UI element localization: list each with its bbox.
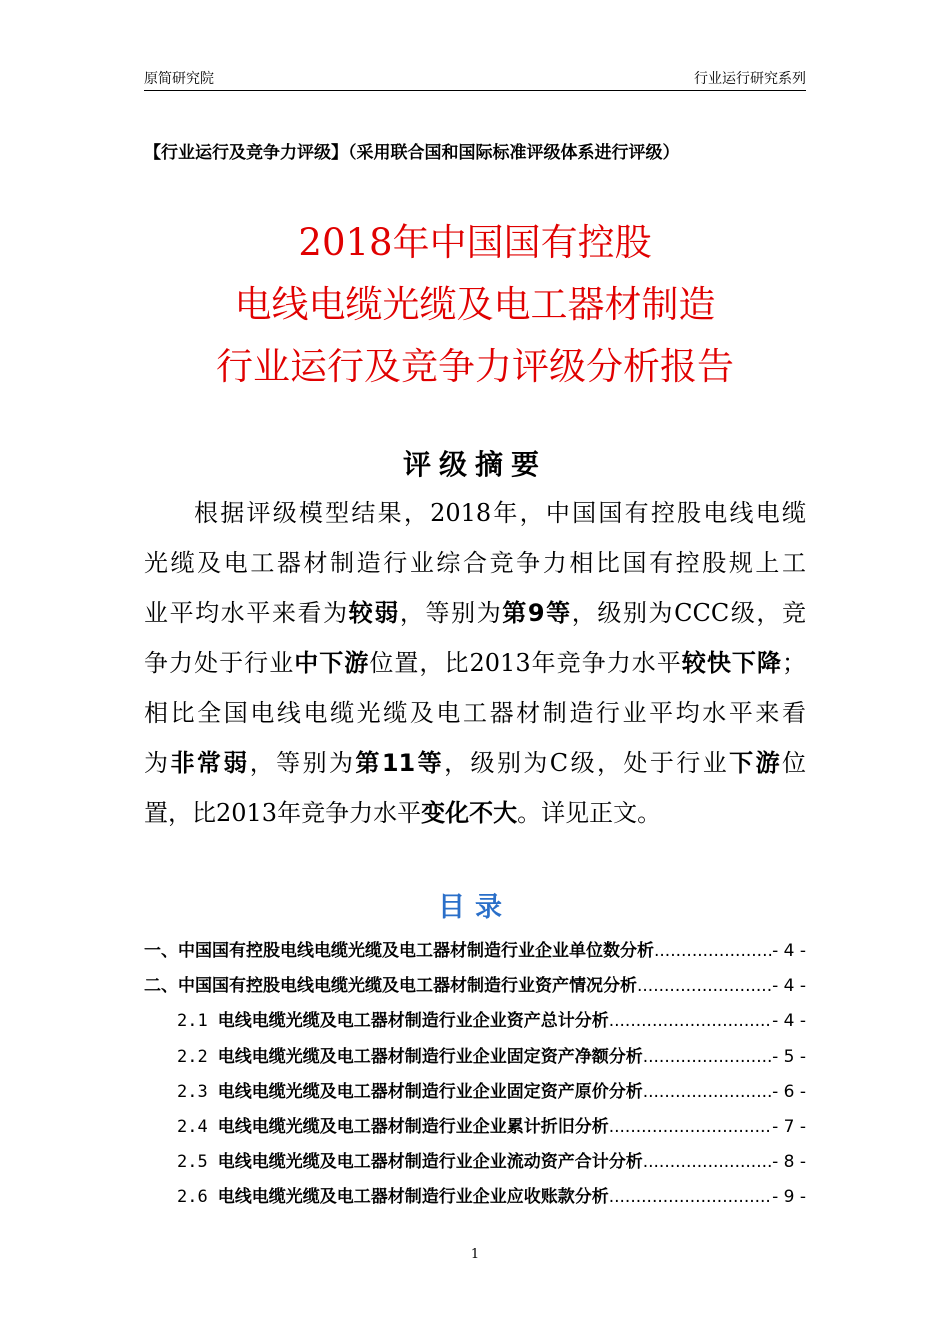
title-line: 2018年中国国有控股 [298,221,652,264]
toc-entry[interactable] [144,937,806,972]
toc-title: 目录 [438,892,512,923]
paragraph-line [144,538,806,588]
text-segment: ，等别为 [249,749,356,777]
toc-text: 电线电缆光缆及电工器材制造行业企业累计折旧分析 [217,1116,609,1137]
text-segment: 相比全国电线电缆光缆及电工器材制造行业平均水平来看 [144,699,806,727]
text-segment: 争力处于行业 [144,649,295,677]
toc-page: - 4 - [772,1011,806,1032]
text-segment: 位 [782,749,806,777]
text-segment: 为 [144,749,171,777]
toc-leader [643,1148,772,1176]
toc-entry[interactable] [144,1183,806,1218]
toc-number: 2.2 [177,1046,208,1067]
toc-page: - 4 - [772,941,806,961]
emphasized-text: 第11等 [355,749,445,777]
header-right: 行业运行研究系列 [694,71,806,87]
toc-page: - 8 - [772,1152,806,1173]
emphasized-text: 非常弱 [170,749,250,777]
paragraph-line [144,488,806,538]
toc-number: 2.4 [177,1116,208,1137]
report-title [0,212,950,398]
summary-title: 评级摘要 [402,448,547,481]
toc-page: - 5 - [772,1046,806,1067]
title-line: 电线电缆光缆及电工器材制造 [234,283,716,326]
text-segment: 置，比2013年竞争力水平 [144,799,422,827]
emphasized-text: 中下游 [294,649,370,677]
text-segment: ，级别为C级，处于行业 [444,749,730,777]
title-line: 行业运行及竞争力评级分析报告 [216,345,734,388]
toc-number: 2.1 [177,1011,208,1032]
table-of-contents [144,937,806,1219]
page-header [144,68,806,91]
toc-page: - 4 - [772,976,806,997]
toc-number: 2.3 [177,1081,208,1102]
paragraph-line [144,788,806,838]
text-segment: ，级别为CCC级，竞 [571,599,806,627]
rating-note: 【行业运行及竞争力评级】（采用联合国和国际标准评级体系进行评级） [144,143,680,163]
paragraph-line [144,688,806,738]
toc-page: - 9 - [772,1187,806,1208]
toc-leader [654,937,772,965]
paragraph-line [144,638,806,688]
toc-leader [609,1113,772,1141]
text-segment: 根据评级模型结果，2018年，中国国有控股电线电缆 [194,499,806,527]
text-segment: 位置，比2013年竞争力水平 [369,649,682,677]
toc-text: 一、中国国有控股电线电缆光缆及电工器材制造行业企业单位数分析 [144,941,654,961]
header-left: 原简研究院 [144,71,214,87]
text-segment: 光缆及电工器材制造行业综合竞争力相比国有控股规上工 [144,549,806,577]
text-segment: ； [782,649,806,677]
toc-leader [637,972,772,1000]
page-number: 1 [470,1247,480,1262]
toc-text: 电线电缆光缆及电工器材制造行业企业应收账款分析 [217,1187,609,1208]
toc-page: - 6 - [772,1081,806,1102]
toc-entry[interactable] [144,1113,806,1148]
toc-entry[interactable] [144,972,806,1007]
toc-entry[interactable] [144,1078,806,1113]
toc-text: 电线电缆光缆及电工器材制造行业企业固定资产原价分析 [217,1081,643,1102]
toc-leader [609,1007,772,1035]
toc-page: - 7 - [772,1116,806,1137]
text-segment: 业平均水平来看为 [144,599,349,627]
toc-leader [609,1183,772,1211]
emphasized-text: 下游 [729,749,783,777]
emphasized-text: 第9等 [502,599,572,627]
toc-text: 电线电缆光缆及电工器材制造行业企业固定资产净额分析 [217,1046,643,1067]
toc-text: 二、中国国有控股电线电缆光缆及电工器材制造行业资产情况分析 [144,976,637,997]
toc-number: 2.6 [177,1187,208,1208]
toc-text: 电线电缆光缆及电工器材制造行业企业流动资产合计分析 [217,1152,643,1173]
paragraph-line [144,738,806,788]
toc-leader [643,1043,772,1071]
text-segment: ，等别为 [399,599,503,627]
toc-leader [643,1078,772,1106]
text-segment: 。详见正文。 [517,799,662,827]
toc-text: 电线电缆光缆及电工器材制造行业企业资产总计分析 [217,1011,609,1032]
emphasized-text: 变化不大 [421,799,518,827]
emphasized-text: 较弱 [348,599,400,627]
toc-entry[interactable] [144,1007,806,1042]
summary-paragraph [144,488,806,838]
toc-entry[interactable] [144,1043,806,1078]
emphasized-text: 较快下降 [681,649,783,677]
toc-number: 2.5 [177,1152,208,1173]
paragraph-line [144,588,806,638]
toc-entry[interactable] [144,1148,806,1183]
